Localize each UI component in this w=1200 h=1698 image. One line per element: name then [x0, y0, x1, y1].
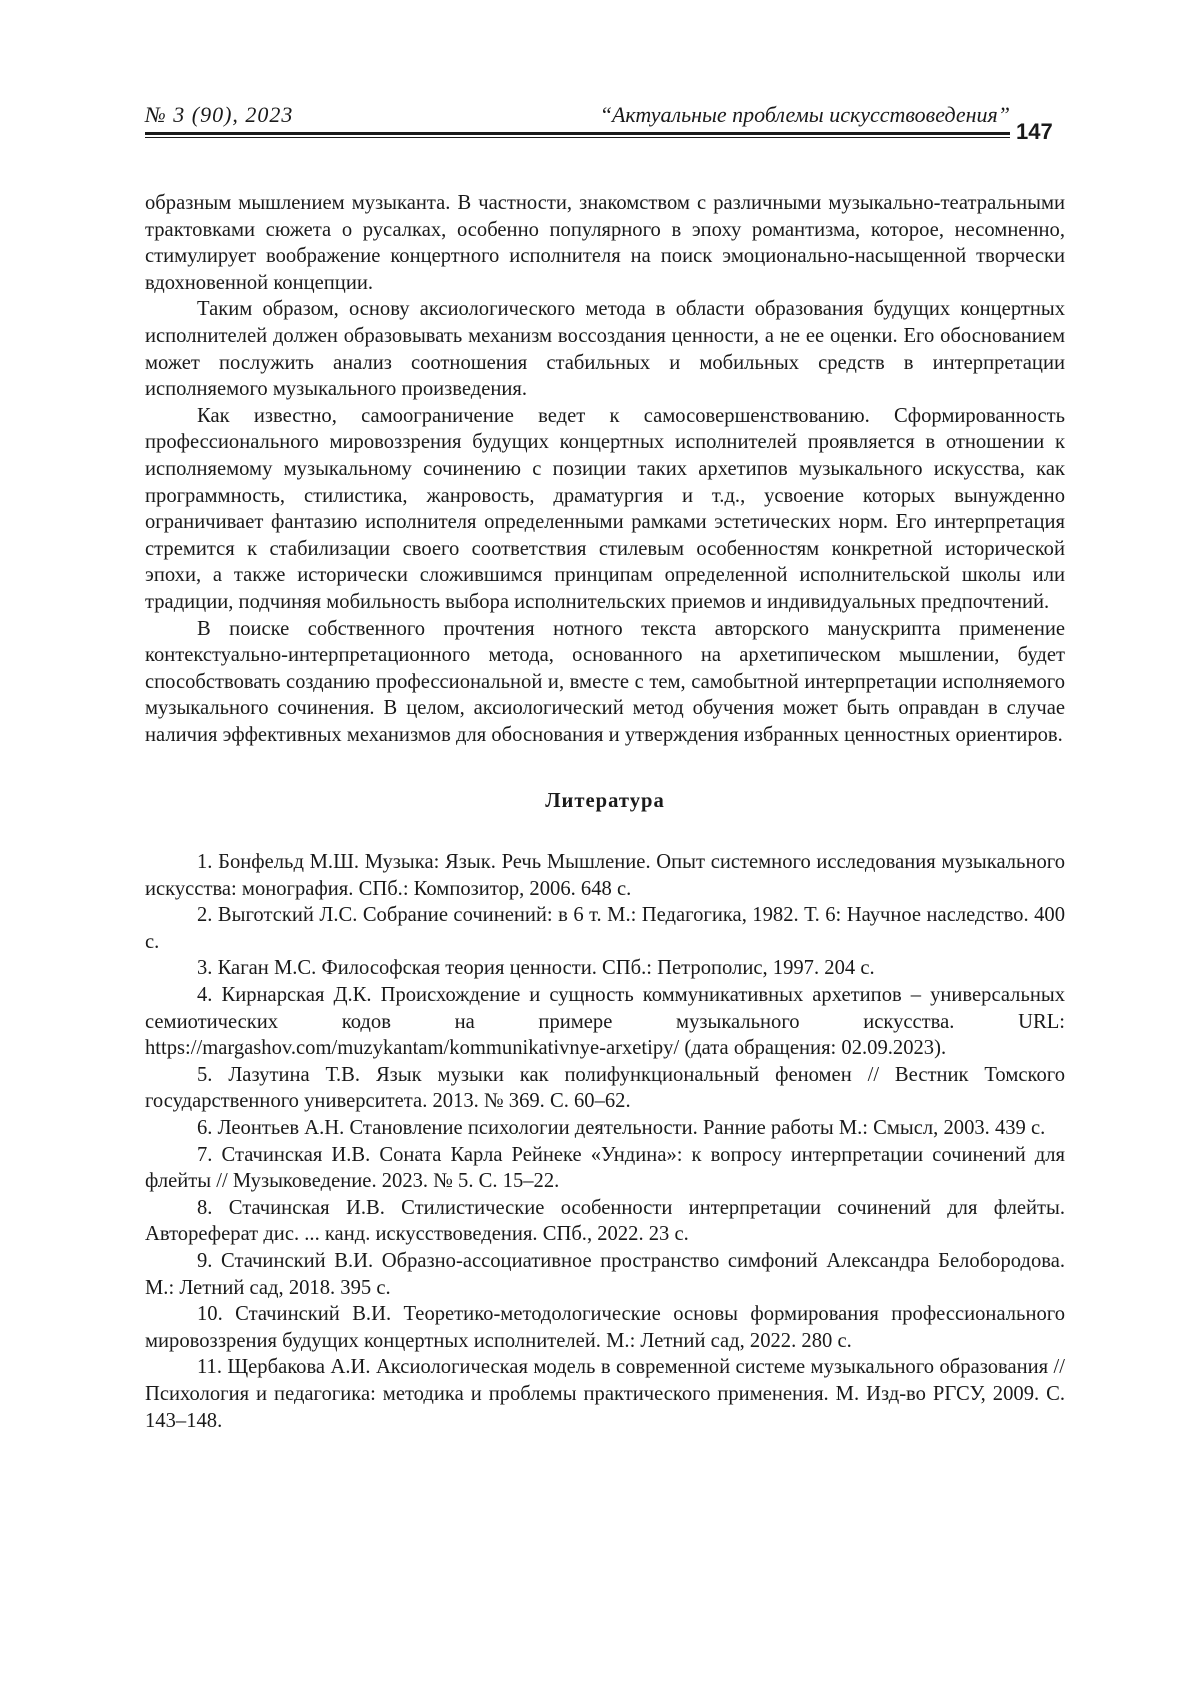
- reference-item: 9. Стачинский В.И. Образно-ассоциативное пространство симфоний Александра Белобородова. М.: Летний сад, 2018. 395 с.: [145, 1249, 1065, 1299]
- reference-item: 5. Лазутина Т.В. Язык музыки как полифункциональный феномен // Вестник Томского государственного университета. 2013. № 369. С. 60–62.: [145, 1063, 1065, 1113]
- reference-item: 4. Кирнарская Д.К. Происхождение и сущность коммуникативных архетипов – универсальных семиотических кодов на примере музыкального искусства. URL: https://margashov.com/muzykantam/kommunikativnye-arxetipy/ (дата обращения: 02.09.2023).: [145, 984, 1065, 1060]
- reference-item: 2. Выготский Л.С. Собрание сочинений: в 6 т. М.: Педагогика, 1982. Т. 6: Научное наследство. 400 с.: [145, 904, 1065, 953]
- reference-item: 10. Стачинский В.И. Теоретико-методологические основы формирования профессионального мировоззрения будущих концертных исполнителей. М.: Летний сад, 2022. 280 с.: [145, 1303, 1065, 1352]
- body-paragraph: Таким образом, основу аксиологического метода в области образования будущих концертных исполнителей должен образовывать механизм воссоздания ценности, а не ее оценки. Его обоснованием может послужить анализ соотношения стабильных и мобильных средств в интерпретации исполняемого музыкального произведения.: [145, 298, 1065, 401]
- body-paragraph: Как известно, самоограничение ведет к самосовершенствованию. Сформированность профессионального мировоззрения будущих концертных исполнителей проявляется в отношении к исполняемому музыкальному сочинению с позиции таких архетипов музыкального искусства, как программность, стилистика, жанровость, драматургия и т.д., усвоение которых вынужденно ограничивает фантазию исполнителя определенными рамками эстетических норм. Его интерпретация стремится к стабилизации своего соответствия стилевым особенностям конкретной исторической эпохи, а также исторически сложившимся принципам определенной исполнительской школы или традиции, подчиняя мобильность выбора исполнительских приемов и индивидуальных предпочтений.: [145, 404, 1065, 613]
- running-header: [145, 96, 1010, 136]
- reference-item: 1. Бонфельд М.Ш. Музыка: Язык. Речь Мышление. Опыт системного исследования музыкального искусства: монография. СПб.: Композитор, 2006. 648 с.: [145, 851, 1065, 900]
- references-heading: Литература: [545, 790, 665, 813]
- body-paragraph: образным мышлением музыканта. В частности, знакомством с различными музыкально-театральными трактовками сюжета о русалках, особенно популярного в эпоху романтизма, которое, несомненно, стимулирует воображение концертного исполнителя на поиск эмоционально-насыщенной творчески вдохновенной концепции.: [145, 192, 1065, 294]
- references-list: [145, 849, 1065, 1434]
- journal-title: “Актуальные проблемы искусствоведения”: [599, 102, 1010, 127]
- body-paragraph: В поиске собственного прочтения нотного текста авторского манускрипта применение контекстуально-интерпретационного метода, основанного на архетипическом мышлении, будет способствовать созданию профессиональной и, вместе с тем, самобытной интерпретации исполняемого музыкального сочинения. В целом, аксиологический метод обучения может быть оправдан в случае наличия эффективных механизмов для обоснования и утверждения избранных ценностных ориентиров.: [145, 617, 1065, 746]
- reference-item: 8. Стачинская И.В. Стилистические особенности интерпретации сочинений для флейты. Автореферат дис. ... канд. искусствоведения. СПб., 2022. 23 с.: [145, 1196, 1065, 1246]
- reference-item: 7. Стачинская И.В. Соната Карла Рейнеке «Ундина»: к вопросу интерпретации сочинений для флейты // Музыковедение. 2023. № 5. С. 15–22.: [145, 1143, 1065, 1193]
- article-body: [145, 190, 1065, 1434]
- issue-number: № 3 (90), 2023: [145, 102, 294, 127]
- reference-item: 6. Леонтьев А.Н. Становление психологии деятельности. Ранние работы М.: Смысл, 2003. 439 с.: [197, 1117, 1046, 1139]
- reference-item: 3. Каган М.С. Философская теория ценности. СПб.: Петрополис, 1997. 204 с.: [197, 957, 875, 980]
- reference-item: 11. Щербакова А.И. Аксиологическая модель в современной системе музыкального образования // Психология и педагогика: методика и проблемы практического применения. М. Изд-во РГСУ, 2009. С. 143–148.: [145, 1356, 1065, 1432]
- header-rule: [145, 132, 1010, 138]
- page-number: 147: [1016, 119, 1053, 144]
